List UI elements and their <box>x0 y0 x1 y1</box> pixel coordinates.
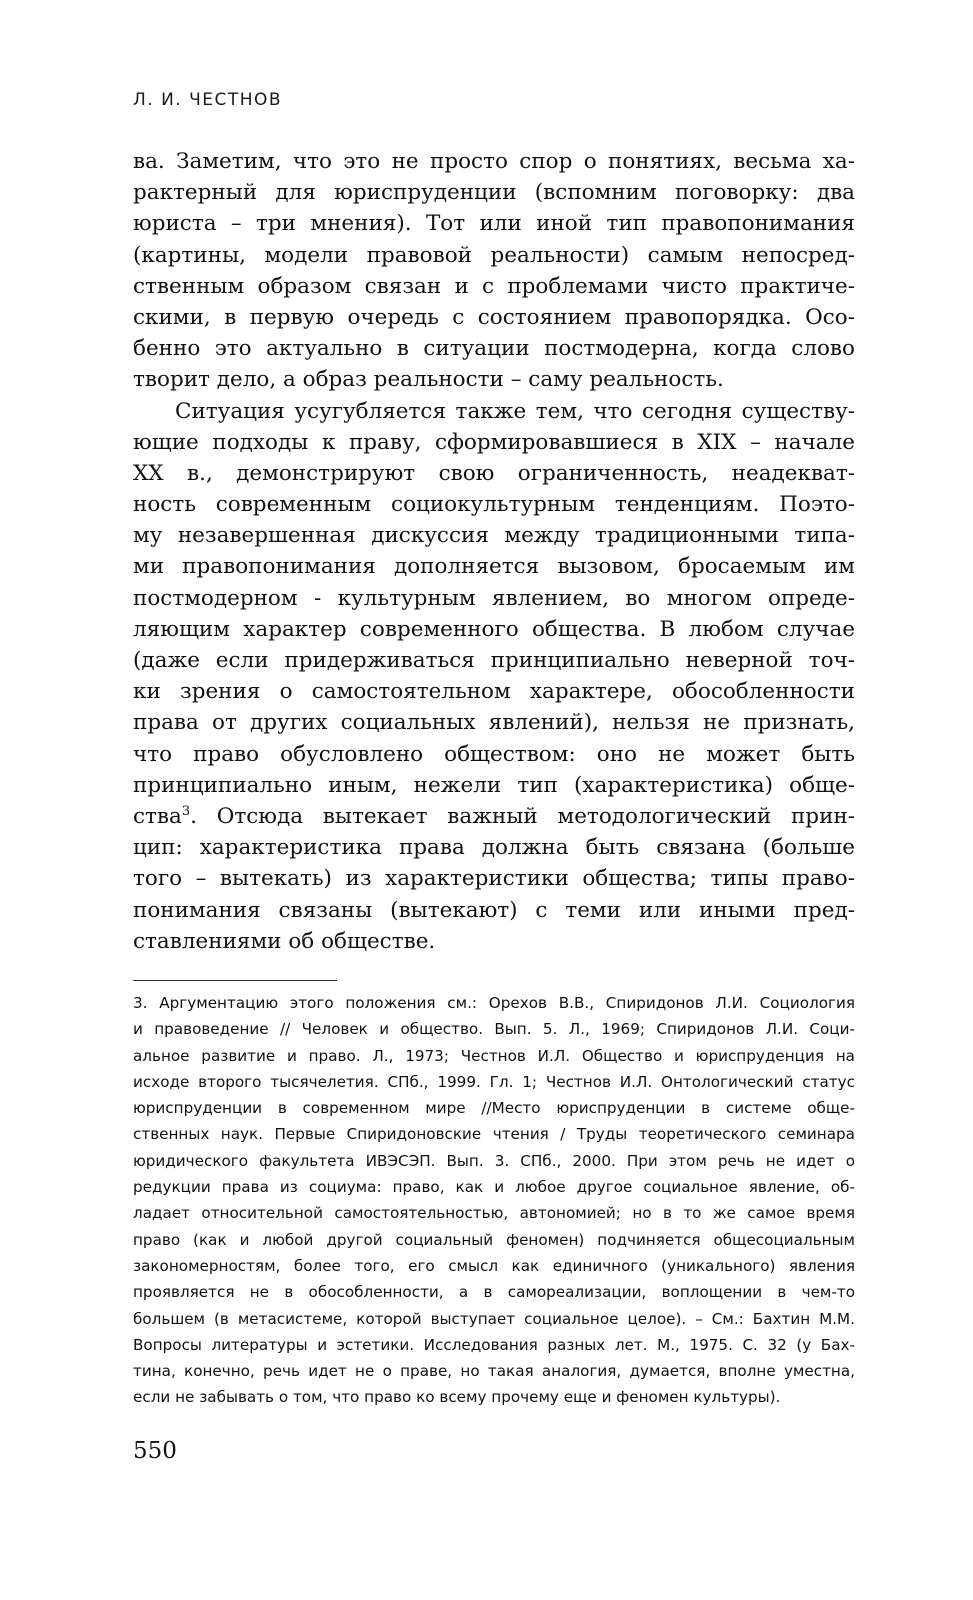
text-line-with-footnote-ref <box>133 801 855 832</box>
footnote <box>133 990 855 1411</box>
footnote-line: тина, конечно, речь идет не о праве, но такая аналогия, думается, вполне уместна, <box>133 1362 855 1381</box>
text-line: ми правопонимания дополняется вызовом, бросаемым им <box>133 554 855 580</box>
footnote-line: 3. Аргументацию этого положения см.: Орехов В.В., Спиридонов Л.И. Социология <box>133 994 855 1012</box>
text-line: того – вытекать) из характеристики общества; типы право- <box>133 866 855 892</box>
running-head: Л. И. ЧЕСТНОВ <box>133 90 283 110</box>
footnote-line: альное развитие и право. Л., 1973; Честнов И.Л. Общество и юриспруденция на <box>133 1046 855 1065</box>
text-line: юриста – три мнения). Тот или иной тип правопонимания <box>133 211 855 237</box>
footnote-line: юридического факультета ИВЭСЭП. Вып. 3. СПб., 2000. При этом речь не идет о <box>133 1151 855 1170</box>
text-line: (даже если придерживаться принципиально неверной точ- <box>133 648 855 673</box>
text-line: понимания связаны (вытекают) с теми или иными пред- <box>133 897 855 923</box>
paragraph-2 <box>133 396 855 957</box>
text-line: что право обусловлено обществом: оно не может быть <box>133 741 855 767</box>
footnote-line: исходе второго тысячелетия. СПб., 1999. Гл. 1; Честнов И.Л. Онтологический статус <box>133 1072 855 1091</box>
page-number: 550 <box>133 1438 177 1464</box>
footnote-line: юриспруденции в современном мире //Место юриспруденции в системе обще- <box>133 1099 855 1118</box>
text-line: рактерный для юриспруденции (вспомним поговорку: два <box>133 180 855 206</box>
text-line: постмодерном - культурным явлением, во многом опреде- <box>133 585 855 611</box>
text-line: XX в., демонстрируют свою ограниченность, неадекват- <box>133 460 855 486</box>
footnote-line: Вопросы литературы и эстетики. Исследования разных лет. М., 1975. С. 32 (у Бах- <box>133 1335 855 1354</box>
text-line: цип: характеристика права должна быть связана (больше <box>133 835 855 861</box>
text-line: принципиально иным, нежели тип (характеристика) обще- <box>133 772 855 798</box>
text-line: ва. Заметим, что это не просто спор о понятиях, весьма ха- <box>133 149 855 174</box>
footnote-line: проявляется не в обособленности, а в самореализации, воплощении в чем-то <box>133 1283 855 1302</box>
text-line: ственным образом связан и с проблемами чисто практиче- <box>133 273 855 299</box>
text-line: ность современным социокультурным тенденциям. Поэто- <box>133 492 855 518</box>
text-line: бенно это актуально в ситуации постмодерна, когда слово <box>133 336 855 362</box>
text-line: ки зрения о самостоятельном характере, обособленности <box>133 679 855 705</box>
footnote-line: большем (в метасистеме, которой выступает социальное целое). – См.: Бахтин М.М. <box>133 1309 855 1328</box>
text-line: ставлениями об обществе. <box>133 928 436 954</box>
text-line: творит дело, а образ реальности – саму реальность. <box>133 367 724 393</box>
main-text <box>133 146 855 957</box>
footnote-line: право (как и любой другой социальный феномен) подчиняется общесоциальным <box>133 1230 855 1249</box>
footnote-line: ственных наук. Первые Спиридоновские чтения / Труды теоретического семинара <box>133 1125 855 1144</box>
text-line: Ситуация усугубляется также тем, что сегодня существу- <box>175 398 855 424</box>
footnote-line: и правоведение // Человек и общество. Вып. 5. Л., 1969; Спиридонов Л.И. Соци- <box>133 1020 855 1039</box>
line-end: . Отсюда вытекает важный методологический прин- <box>190 803 855 829</box>
footnote-line: закономерностям, более того, его смысл как единичного (уникального) явления <box>133 1256 855 1275</box>
text-line: права от других социальных явлений), нельзя не признать, <box>133 710 855 736</box>
line-start: ства <box>133 803 182 829</box>
footnote-divider <box>133 980 337 981</box>
footnote-reference: 3 <box>181 803 191 819</box>
footnote-line: редукции права из социума: право, как и любое другое социальное явление, об- <box>133 1178 855 1197</box>
text-line: ляющим характер современного общества. В любом случае <box>133 616 855 642</box>
footnote-line: ладает относительной самостоятельностью, автономией; но в то же самое время <box>133 1204 855 1223</box>
paragraph-1 <box>133 146 855 396</box>
text-line: скими, в первую очередь с состоянием правопорядка. Осо- <box>133 304 855 330</box>
text-line: (картины, модели правовой реальности) самым непосред- <box>133 242 855 268</box>
text-line: ющие подходы к праву, сформировавшиеся в XIX – начале <box>133 429 855 455</box>
text-line: му незавершенная дискуссия между традиционными типа- <box>133 523 855 549</box>
footnote-line: если не забывать о том, что право ко всему прочему еще и феномен культуры). <box>133 1388 781 1407</box>
